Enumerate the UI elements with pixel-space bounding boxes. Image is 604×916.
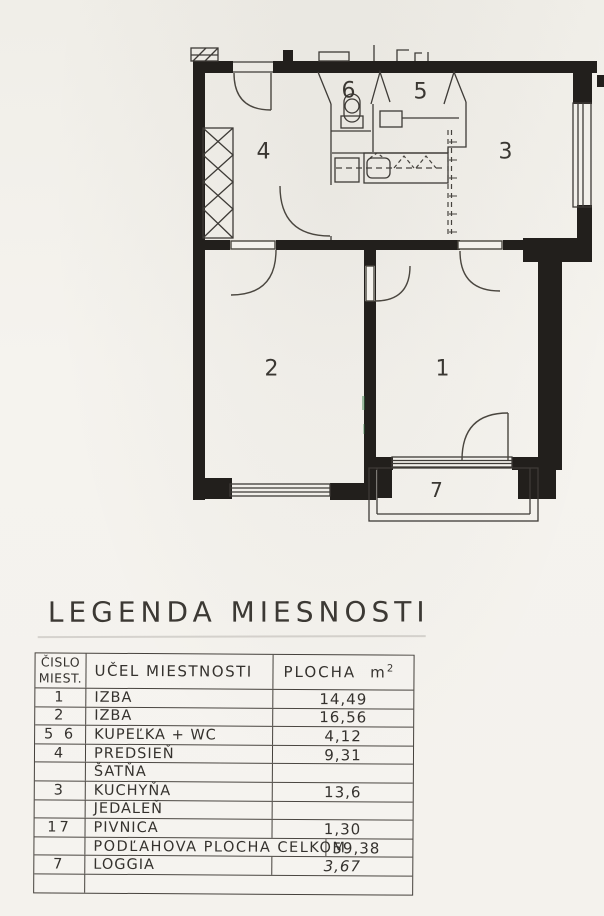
cell-room-number [35, 763, 86, 781]
cell-room-number: 3 [35, 781, 86, 799]
cell-area: 9,31 [324, 745, 362, 764]
table-row [34, 874, 412, 894]
header-plocha: PLOCHA [283, 662, 357, 682]
title-underline [38, 635, 426, 638]
cell-purpose: IZBA [86, 689, 273, 708]
table-body [34, 688, 413, 894]
table-row [34, 837, 412, 858]
cell-area [273, 801, 413, 819]
table-row [35, 763, 413, 784]
cell-room-number: 2 [35, 707, 86, 725]
cell-purpose: ŠATŇA [86, 763, 273, 782]
cell-area [273, 764, 413, 782]
cell-room-number [34, 874, 85, 892]
legend-section [0, 588, 604, 876]
cell-area [271, 876, 412, 894]
cell-purpose: LOGGIA [85, 856, 272, 875]
cell-area: 1,30 [323, 820, 362, 839]
cell-area: 14,49 [319, 689, 368, 709]
room-label-7: 7 [430, 478, 444, 502]
cell-room-number: 5 6 [35, 726, 86, 744]
thin-lines [191, 45, 591, 521]
walls [193, 50, 604, 500]
cell-area: 4,12 [324, 727, 362, 746]
table-row [35, 726, 413, 747]
table-row [35, 744, 413, 765]
room-label-2: 2 [264, 356, 280, 382]
cell-room-number: 7 [34, 856, 85, 874]
table-row [35, 707, 413, 728]
cell-purpose: PIVNICA [85, 819, 272, 838]
table-row [35, 688, 413, 709]
room-label-3: 3 [498, 139, 514, 165]
cell-purpose: KUPEĽKA + WC [86, 726, 273, 745]
table-header-row [35, 653, 413, 690]
room-label-1: 1 [435, 356, 451, 382]
legend-title: LEGENDA MIESNOSTI [47, 595, 430, 629]
table-row [34, 856, 412, 877]
room-label-6: 6 [341, 78, 357, 104]
header-room-number [35, 653, 86, 687]
cell-purpose: IZBA [86, 707, 273, 726]
cell-room-number: 17 [34, 819, 85, 837]
cell-room-number [34, 837, 85, 855]
cell-area: 13,6 [324, 782, 362, 802]
cell-area: 16,56 [319, 708, 368, 727]
table-row [35, 800, 413, 821]
cell-area: 59,38 [332, 838, 381, 858]
cell-area: 3,67 [323, 857, 362, 876]
cell-room-number: 4 [35, 744, 86, 762]
room-label-5: 5 [413, 79, 429, 105]
cell-purpose [85, 875, 271, 894]
header-miest: MIEST. [38, 670, 83, 686]
header-purpose: UČEL MIESTNOSTI [86, 654, 273, 689]
cell-purpose: PREDSIEŇ [86, 744, 273, 763]
cell-room-number: 1 [35, 688, 86, 706]
legend-table [33, 652, 414, 895]
dashed-lines [336, 130, 457, 238]
header-area [273, 655, 413, 690]
table-row [34, 819, 412, 840]
cell-room-number [35, 800, 86, 818]
cell-purpose: KUCHYŇA [86, 782, 273, 801]
header-cislo: ČISLO [40, 654, 81, 671]
table-row [35, 781, 413, 802]
header-unit: $m^2$ [370, 663, 396, 682]
cell-purpose: JEDALEŇ [86, 800, 273, 819]
cell-purpose: PODĽAHOVA PLOCHA CELKOM [85, 837, 326, 856]
room-label-4: 4 [256, 139, 272, 165]
